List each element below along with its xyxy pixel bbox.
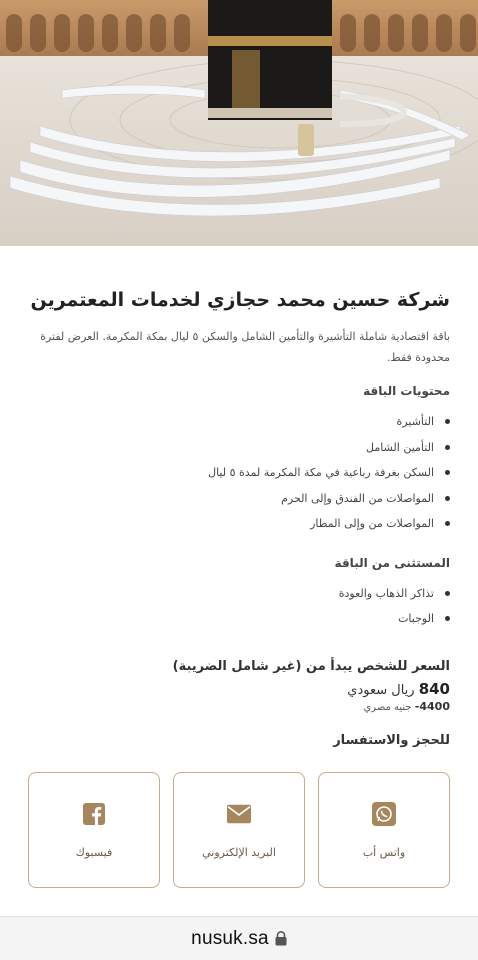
price-amount: 840 xyxy=(418,679,450,698)
list-item: التأمين الشامل xyxy=(28,438,434,464)
browser-url-bar[interactable] xyxy=(0,916,478,960)
list-item: السكن بغرفة رباعية في مكة المكرمة لمدة ٥ ليال xyxy=(28,463,434,489)
package-contents-list xyxy=(28,412,450,540)
package-description: باقة اقتصادية شاملة التأشيرة والتأمين الشامل والسكن ٥ ليال بمكة المكرمة. العرض لفترة محدودة فقط. xyxy=(40,330,450,364)
price-label: السعر للشخص يبدأ من (غير شامل الضريبة) xyxy=(172,658,450,674)
list-item: المواصلات من الفندق وإلى الحرم xyxy=(28,489,434,515)
contact-buttons xyxy=(28,772,450,888)
whatsapp-label: واتس أب xyxy=(362,845,406,859)
kaaba-photo xyxy=(0,0,478,246)
facebook-button[interactable] xyxy=(28,772,160,888)
url-text: nusuk.sa xyxy=(191,927,269,949)
page-title: شركة حسين محمد حجازي لخدمات المعتمرين xyxy=(30,289,450,311)
price-egp xyxy=(28,700,450,713)
package-contents-heading: محتويات الباقة xyxy=(363,384,450,398)
facebook-icon xyxy=(82,802,106,826)
email-button[interactable] xyxy=(173,772,305,888)
email-icon xyxy=(227,802,251,826)
excluded-heading: المستثنى من الباقة xyxy=(334,555,450,570)
email-label: البريد الإلكتروني xyxy=(202,845,276,859)
excluded-list xyxy=(28,584,450,635)
egp-currency: جنيه مصري xyxy=(363,701,412,713)
price-sar xyxy=(28,680,450,698)
lock-icon xyxy=(275,931,287,946)
contact-heading: للحجز والاستفسار xyxy=(333,732,450,748)
list-item: المواصلات من وإلى المطار xyxy=(28,514,434,540)
price-currency: ريال سعودي xyxy=(347,682,415,698)
list-item: الوجبات xyxy=(28,609,434,635)
egp-amount: 4400- xyxy=(414,699,450,713)
list-item: التأشيرة xyxy=(28,412,434,438)
content xyxy=(0,246,478,748)
facebook-label: فيسبوك xyxy=(75,845,113,859)
hero-image xyxy=(0,0,478,246)
whatsapp-button[interactable] xyxy=(318,772,450,888)
list-item: تذاكر الذهاب والعودة xyxy=(28,584,434,610)
whatsapp-icon xyxy=(372,802,396,826)
